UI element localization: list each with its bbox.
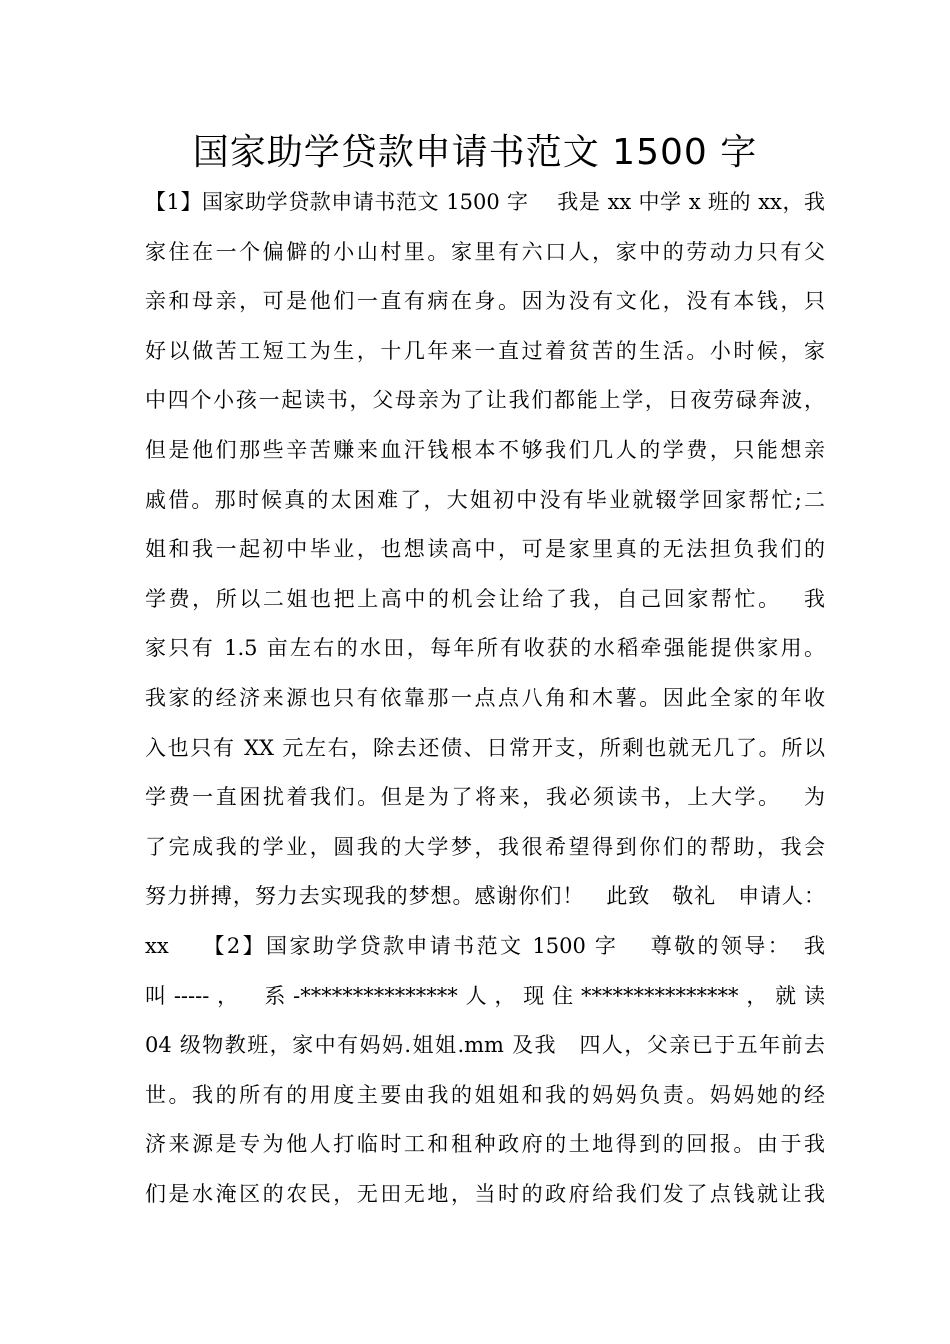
- body-line: 学费一直困扰着我们。但是为了将来，我必须读书，上大学。 为: [145, 785, 825, 810]
- document-title: 国家助学贷款申请书范文 1500 字: [192, 132, 758, 173]
- body-line: 了完成我的学业，圆我的大学梦，我很希望得到你们的帮助，我会: [145, 834, 825, 859]
- body-line: 入也只有 XX 元左右，除去还债、日常开支，所剩也就无几了。所以: [145, 735, 825, 760]
- body-line: 济来源是专为他人打临时工和租种政府的土地得到的回报。由于我: [145, 1132, 825, 1157]
- body-line: 戚借。那时候真的太困难了，大姐初中没有毕业就辍学回家帮忙;二: [145, 487, 825, 512]
- body-line: 世。我的所有的用度主要由我的姐姐和我的妈妈负责。妈妈她的经: [145, 1082, 825, 1107]
- body-line: 叫-----， 系-***************人，现住***************，就读: [145, 983, 825, 1008]
- body-line: 我家的经济来源也只有依靠那一点点八角和木薯。因此全家的年收: [145, 685, 825, 710]
- body-line: xx 【2】国家助学贷款申请书范文 1500 字 尊敬的领导： 我: [145, 933, 825, 958]
- body-line: 中四个小孩一起读书，父母亲为了让我们都能上学，日夜劳碌奔波，: [145, 388, 825, 413]
- body-line: 【1】国家助学贷款申请书范文 1500 字 我是 xx 中学 x 班的 xx，我: [145, 190, 825, 214]
- body-line: 学费，所以二姐也把上高中的机会让给了我，自己回家帮忙。 我: [145, 586, 825, 611]
- document-body: [145, 178, 825, 1219]
- body-line: 但是他们那些辛苦赚来血汗钱根本不够我们几人的学费，只能想亲: [145, 437, 825, 462]
- body-line: 好以做苦工短工为生，十几年来一直过着贫苦的生活。小时候，家: [145, 338, 825, 363]
- body-line: 家只有 1.5 亩左右的水田，每年所有收获的水稻牵强能提供家用。: [145, 636, 825, 661]
- body-line: 们是水淹区的农民，无田无地，当时的政府给我们发了点钱就让我: [145, 1181, 825, 1206]
- body-line: 姐和我一起初中毕业，也想读高中，可是家里真的无法担负我们的: [145, 537, 825, 562]
- body-line: 努力拼搏，努力去实现我的梦想。感谢你们！ 此致 敬礼 申请人：: [145, 884, 825, 909]
- body-line: 04 级物教班，家中有妈妈.姐姐.mm 及我 四人，父亲已于五年前去: [145, 1033, 825, 1058]
- body-line: 亲和母亲，可是他们一直有病在身。因为没有文化，没有本钱，只: [145, 289, 825, 314]
- body-line: 家住在一个偏僻的小山村里。家里有六口人，家中的劳动力只有父: [145, 239, 825, 264]
